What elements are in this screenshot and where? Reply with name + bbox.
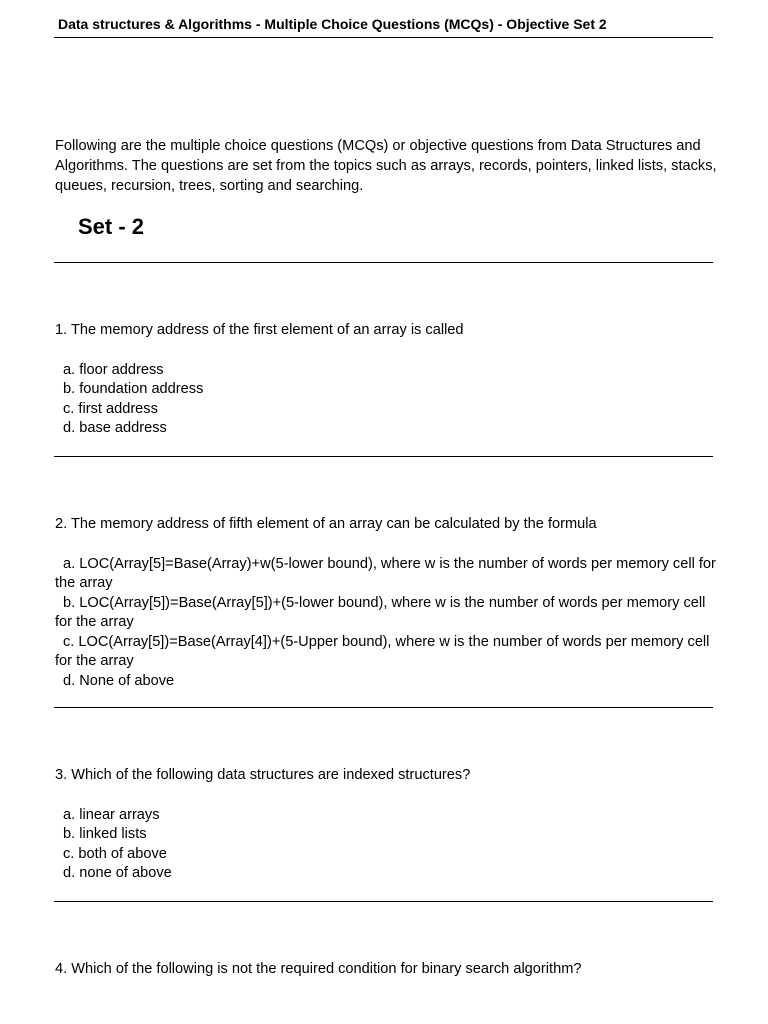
question-2	[55, 515, 720, 691]
option-d: d. None of above	[63, 672, 175, 689]
intro-paragraph: Following are the multiple choice questions (MCQs) or objective questions from Data Structures and Algorithms. The questions are set from the topics such as arrays, records, pointers, linked lists, stacks, queues, recursion, trees, sorting and searching.	[55, 138, 717, 194]
option-a: a. LOC(Array[5]=Base(Array)+w(5-lower bound), where w is the number of words per memory cell for the array	[55, 555, 716, 591]
option-d: d. base address	[63, 420, 167, 436]
option-c: c. both of above	[63, 845, 167, 862]
page-header-title: Data structures & Algorithms - Multiple Choice Questions (MCQs) - Objective Set 2	[58, 16, 607, 32]
question-text: 4. Which of the following is not the required condition for binary search algorithm?	[55, 961, 582, 977]
question-divider	[54, 707, 713, 708]
option-b: b. linked lists	[63, 826, 147, 842]
question-divider	[54, 901, 713, 902]
question-text: 3. Which of the following data structures are indexed structures?	[55, 767, 471, 783]
question-text: 1. The memory address of the first element of an array is called	[55, 322, 464, 338]
option-c: c. LOC(Array[5])=Base(Array[4])+(5-Upper bound), where w is the number of words per memory cell for the array	[55, 633, 710, 669]
question-text: 2. The memory address of fifth element of an array can be calculated by the formula	[55, 516, 597, 532]
option-a: a. linear arrays	[63, 806, 160, 823]
section-divider	[54, 262, 713, 263]
set-heading: Set - 2	[78, 214, 145, 239]
option-d: d. none of above	[63, 865, 172, 881]
option-b: b. foundation address	[63, 381, 204, 397]
option-c: c. first address	[63, 400, 158, 417]
question-1	[55, 321, 720, 439]
option-a: a. floor address	[63, 361, 164, 378]
question-4	[55, 960, 720, 1000]
question-divider	[54, 456, 713, 457]
option-b: b. LOC(Array[5])=Base(Array[5])+(5-lower bound), where w is the number of words per memory cell for the array	[55, 594, 706, 630]
header-divider	[54, 37, 713, 38]
question-3	[55, 766, 720, 884]
